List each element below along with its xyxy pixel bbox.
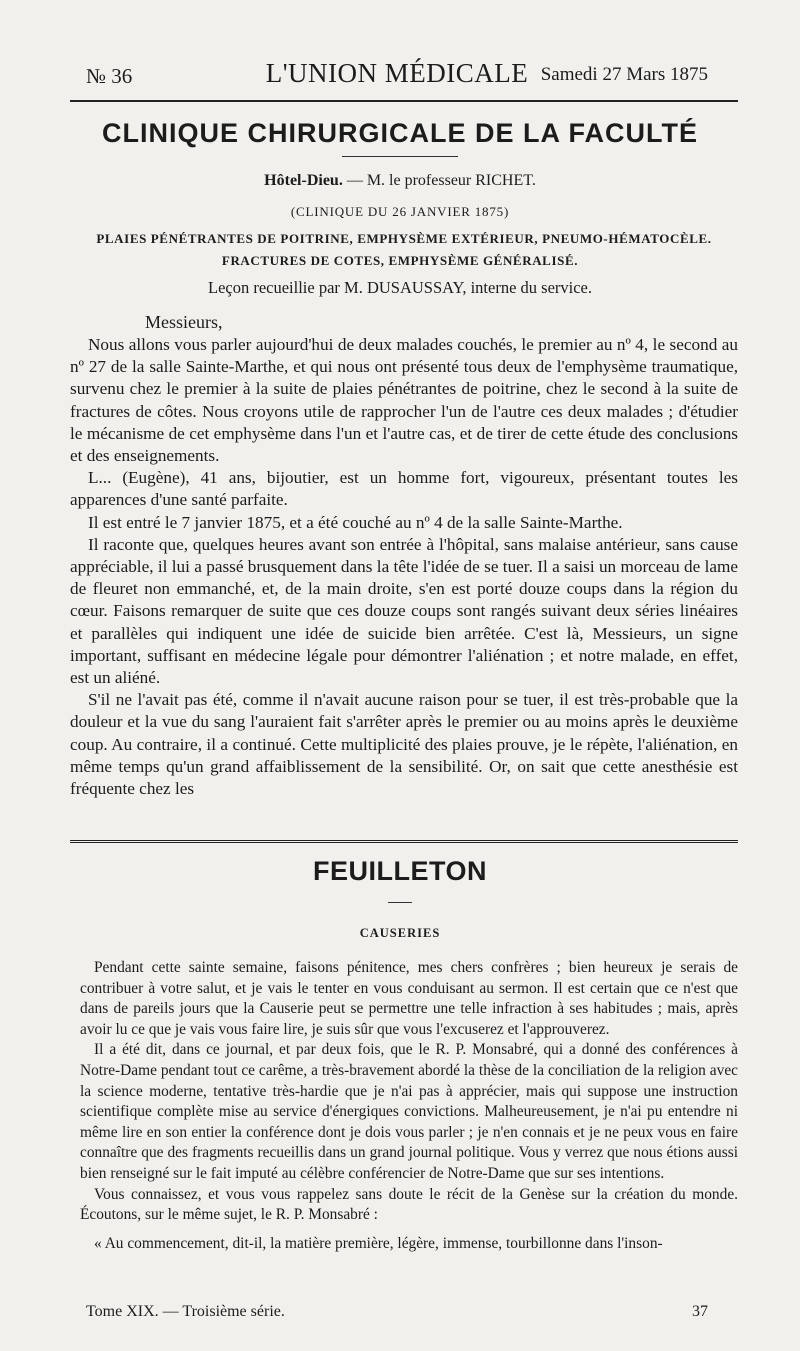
feuilleton-subtitle: CAUSERIES bbox=[359, 926, 441, 940]
article-paragraph: Il raconte que, quelques heures avant son entrée à l'hôpital, sans malaise antérieur, sans cause appréciable, il lui a passé brusquement dans la tête l'idée de se tuer. Il a saisi un morceau de lame de fleuret non emmanché, et, de la main droite, s'en est porté douze coups dans la région du cœur. Faisons remarquer de suite que ces douze coups sont rangés suivant deux séries linéaires et parallèles qui indiquent une idée de suicide bien arrêtée. C'est là, Messieurs, un signe important, suffisant en médecine légale pour démontrer l'aliénation ; et notre malade, en effet, est un aliéné. bbox=[70, 534, 738, 688]
article-paragraph: Il est entré le 7 janvier 1875, et a été couché au nº 4 de la salle Sainte-Marthe. bbox=[88, 512, 623, 532]
professor-name: — M. le professeur RICHET. bbox=[342, 172, 536, 189]
hospital-line bbox=[0, 172, 800, 190]
article-paragraph: Nous allons vous parler aujourd'hui de deux malades couchés, le premier au nº 4, le second au nº 27 de la salle Sainte-Marthe, et qui nous ont présenté tous deux de l'emphysème traumatique, survenu chez le premier à la suite de plaies pénétrantes de poitrine, chez le second à la suite de fractures de côtes. Nous croyons utile de rapprocher l'un de l'autre ces deux malades ; d'étudier le mécanisme de cet emphysème dans l'un et l'autre cas, et de tirer de cette étude des conclusions et des enseignements. bbox=[70, 335, 738, 466]
tome-series: Tome XIX. — Troisième série. bbox=[86, 1303, 285, 1320]
feuilleton-body bbox=[80, 958, 738, 1254]
article-paragraph: S'il ne l'avait pas été, comme il n'avait aucune raison pour se tuer, il est très-probable que la douleur et la vue du sang l'auraient fait s'arrêter après le premier ou au moins après le deuxième coup. Au contraire, il a continué. Cette multiplicité des plaies prouve, je le répète, l'aliénation, en même temps qu'un grand affaiblissement de la sensibilité. Or, on sait que cette anesthésie est fréquente chez les bbox=[70, 690, 738, 799]
feuilleton-quote: « Au commencement, dit-il, la matière première, légère, immense, tourbillonne dans l'inson- bbox=[94, 1234, 663, 1252]
page-footer bbox=[86, 1303, 708, 1325]
feuilleton-title-rule bbox=[388, 902, 412, 903]
article-paragraph: L... (Eugène), 41 ans, bijoutier, est un homme fort, vigoureux, présentant toutes les apparences d'une santé parfaite. bbox=[70, 468, 738, 510]
hospital-name: Hôtel-Dieu. bbox=[264, 172, 343, 189]
article-topic-line-1: PLAIES PÉNÉTRANTES DE POITRINE, EMPHYSÈME EXTÉRIEUR, PNEUMO-HÉMATOCÈLE. bbox=[96, 231, 712, 246]
clinique-date: (CLINIQUE DU 26 JANVIER 1875) bbox=[290, 204, 510, 219]
article-body bbox=[70, 334, 738, 800]
issue-number: № 36 bbox=[86, 64, 133, 88]
issue-date: Samedi 27 Mars 1875 bbox=[540, 64, 708, 85]
feuilleton-rule bbox=[70, 840, 738, 846]
page-number: 37 bbox=[692, 1303, 708, 1320]
lecon-credit: Leçon recueillie par M. DUSAUSSAY, interne du service. bbox=[207, 278, 592, 297]
greeting: Messieurs, bbox=[145, 312, 223, 332]
section-title: CLINIQUE CHIRURGICALE DE LA FACULTÉ bbox=[102, 118, 698, 148]
page-header bbox=[86, 58, 708, 92]
section-title-rule bbox=[342, 156, 458, 157]
journal-title: L'UNION MÉDICALE bbox=[265, 58, 529, 88]
feuilleton-paragraph: Pendant cette sainte semaine, faisons pénitence, mes chers confrères ; bien heureux je serais de contribuer à votre salut, et je vais le tenter en vous conduisant au sermon. Il est certain que ce n'est que dans de pareils jours que la Causerie peut se permettre une telle infraction à ses habitudes ; mais, après avoir lu ce que je vais vous faire lire, je suis sûr que vous l'excuserez et l'approuverez. bbox=[80, 959, 738, 1038]
feuilleton-paragraph: Il a été dit, dans ce journal, et par deux fois, que le R. P. Monsabré, qui a donné des conférences à Notre-Dame pendant tout ce carême, a très-bravement abordé la thèse de la conciliation de la religion avec la science moderne, tentative très-hardie que je n'ai pas à apprécier, mais qui suppose une instruction scientifique complète mise au service d'énergiques convictions. Malheureusement, je n'ai pu entendre ni même lire en son entier la conférence dont je dois vous parler ; je n'en connais et je ne peux vous en faire connaître que des fragments recueillis dans un grand journal politique. Vous y verrez que nous étions aussi bien renseigné sur le fait imputé au célèbre conférencier de Notre-Dame que sur ses intentions. bbox=[80, 1041, 738, 1182]
article-topic-line-2: FRACTURES DE COTES, EMPHYSÈME GÉNÉRALISÉ. bbox=[221, 253, 579, 268]
header-rule bbox=[70, 100, 738, 102]
feuilleton-paragraph: Vous connaissez, et vous vous rappelez sans doute le récit de la Genèse sur la création du monde. Écoutons, sur le même sujet, le R. P. Monsabré : bbox=[80, 1185, 738, 1224]
feuilleton-title: FEUILLETON bbox=[312, 856, 487, 886]
